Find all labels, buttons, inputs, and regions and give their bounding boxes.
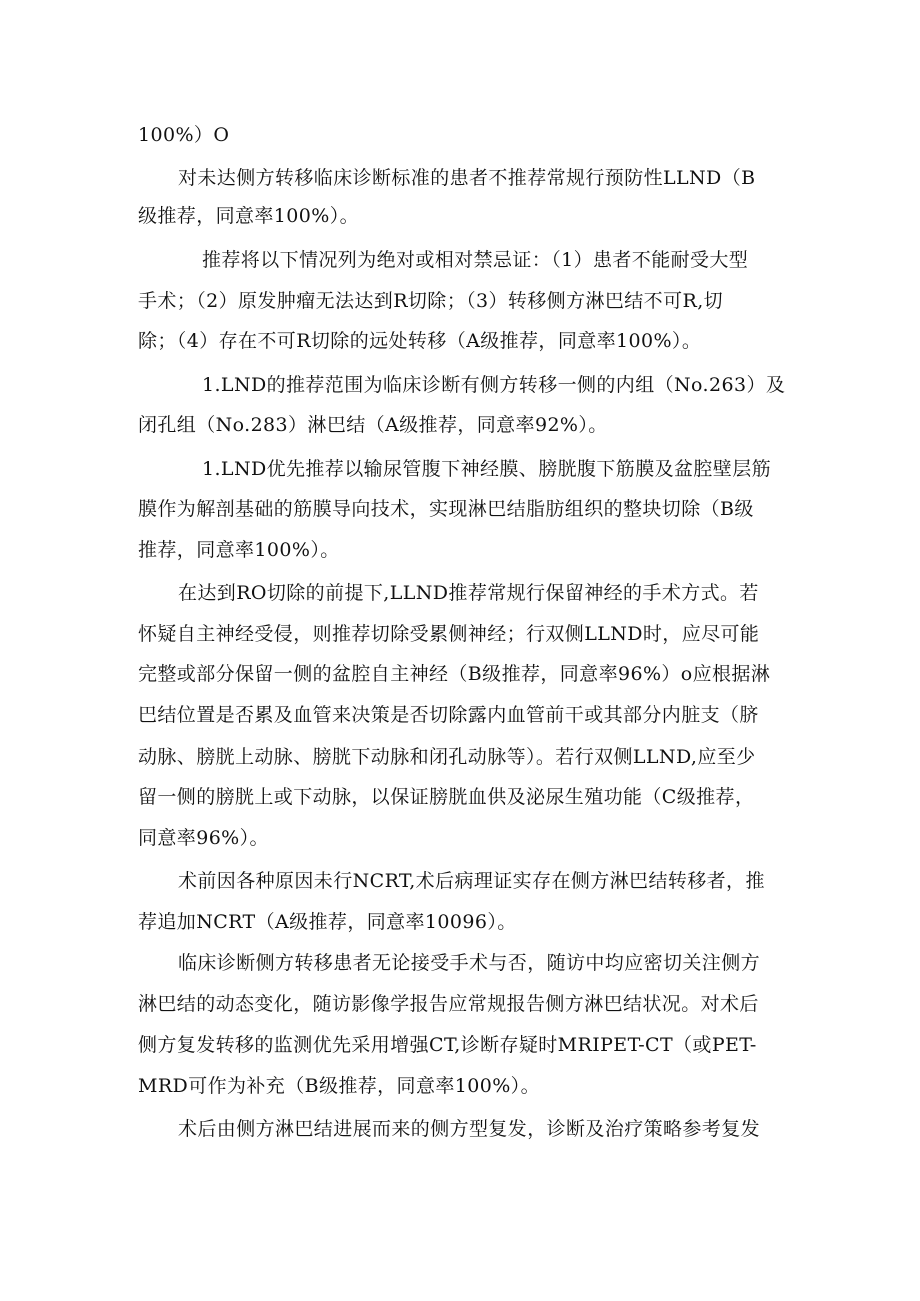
paragraph-line: 巴结位置是否累及血管来决策是否切除露内血管前干或其部分内脏支（脐 [138,704,759,726]
paragraph-line: 侧方复发转移的监测优先采用增强CT,诊断存疑时MRIPET-CT（或PET- [138,1034,757,1056]
paragraph-line: 淋巴结的动态变化，随访影像学报告应常规报告侧方淋巴结状况。对术后 [138,993,759,1015]
paragraph-line: 荐追加NCRT（A级推荐，同意率10096）。 [138,911,517,933]
paragraph-line: 术前因各种原因未行NCRT,术后病理证实存在侧方淋巴结转移者，推 [178,870,765,892]
paragraph-line: 留一侧的膀胱上或下动脉，以保证膀胱血供及泌尿生殖功能（C级推荐， [138,786,755,808]
paragraph-line: 1.LND优先推荐以输尿管腹下神经膜、膀胱腹下筋膜及盆腔壁层筋 [202,458,772,480]
paragraph-line: 临床诊断侧方转移患者无论接受手术与否，随访中均应密切关注侧方 [178,952,761,974]
paragraph-line: 动脉、膀胱上动脉、膀胱下动脉和闭孔动脉等）。若行双侧LLND,应至少 [138,746,756,768]
paragraph-line: 100%）O [138,124,230,146]
paragraph-line: 1.LND的推荐范围为临床诊断有侧方转移一侧的内组（No.263）及 [202,374,786,396]
paragraph-line: 闭孔组（No.283）淋巴结（A级推荐，同意率92%）。 [138,414,608,436]
paragraph-line: 推荐将以下情况列为绝对或相对禁忌证：（1）患者不能耐受大型 [202,249,749,271]
paragraph-line: 同意率96%）。 [138,827,269,849]
paragraph-line: 对未达侧方转移临床诊断标准的患者不推荐常规行预防性LLND（B [178,167,756,189]
paragraph-line: 级推荐，同意率100%）。 [138,205,360,227]
paragraph-line: 推荐，同意率100%）。 [138,539,340,561]
paragraph-line: MRD可作为补充（B级推荐，同意率100%）。 [138,1075,540,1097]
paragraph-line: 术后由侧方淋巴结进展而来的侧方型复发，诊断及治疗策略参考复发 [178,1118,761,1140]
paragraph-line: 除；（4）存在不可R切除的远处转移（A级推荐，同意率100%）。 [138,330,702,352]
paragraph-line: 怀疑自主神经受侵，则推荐切除受累侧神经；行双侧LLND时，应尽可能 [138,623,760,645]
paragraph-line: 完整或部分保留一侧的盆腔自主神经（B级推荐，同意率96%）o应根据淋 [138,663,771,685]
paragraph-line: 在达到RO切除的前提下,LLND推荐常规行保留神经的手术方式。若 [178,582,759,604]
paragraph-line: 膜作为解剖基础的筋膜导向技术，实现淋巴结脂肪组织的整块切除（B级 [138,498,754,520]
paragraph-line: 手术；（2）原发肿瘤无法达到R切除；（3）转移侧方淋巴结不可R,切 [138,290,724,312]
